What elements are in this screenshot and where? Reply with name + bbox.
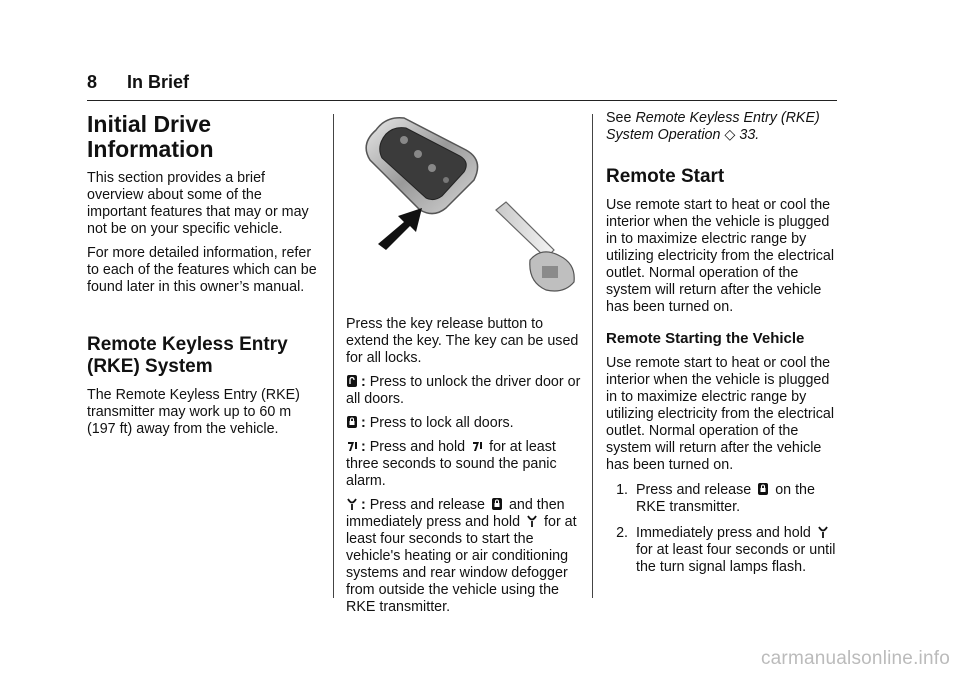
column-middle [346, 110, 586, 623]
column-left [87, 110, 319, 445]
key-fob-image [346, 110, 586, 302]
step-number: 2. [616, 525, 628, 541]
remote-start-icon [817, 525, 829, 539]
rke-paragraph: The Remote Keyless Entry (RKE) transmitter may work up to 60 m (197 ft) away from the vehicle. [87, 387, 300, 437]
lock-icon [757, 482, 769, 496]
site-watermark: carmanualsonline.info [760, 648, 950, 669]
intro-paragraph: This section provides a brief overview about some of the important features that may or may not be on your specific vehicle. [87, 170, 309, 237]
start-text-b: and then immediately press and hold [346, 497, 565, 530]
remote-start-paragraph: Use remote start to heat or cool the interior when the vehicle is plugged in to maximize electric range by utilizing electricity from the electrical outlet. Normal operation of the system will return after the vehicle has been turned on. [606, 197, 835, 315]
step2-text-b: for at least four seconds or until the turn signal lamps flash. [636, 542, 836, 575]
unlock-description: : Press to unlock the driver door or all doors. [346, 374, 581, 407]
step-number: 1. [616, 482, 628, 498]
panic-text-a: Press and hold [369, 439, 466, 455]
lock-icon [346, 415, 358, 429]
remote-starting-heading: Remote Starting the Vehicle [606, 330, 805, 347]
key-fob-illustration [346, 110, 586, 302]
start-text-c: for at least four seconds to start the vehicle's heating or air conditioning systems and rear window defogger from outside the vehicle using the RKE transmitter. [346, 514, 577, 615]
step2-text-a: Immediately press and hold [636, 525, 811, 541]
column-divider [592, 114, 593, 598]
remote-start-icon [526, 514, 538, 528]
list-item [606, 525, 842, 576]
see-reference [606, 110, 842, 144]
step1-text-b: on the RKE transmitter. [636, 482, 815, 515]
detail-paragraph: For more detailed information, refer to each of the features which can be found later in this owner’s manual. [87, 245, 317, 295]
lock-icon [491, 497, 503, 511]
steps-list [606, 482, 842, 576]
rke-heading: Remote Keyless Entry (RKE) System [87, 334, 288, 377]
panic-text-b: for at least three seconds to sound the panic alarm. [346, 439, 557, 489]
cross-reference-link[interactable]: Remote Keyless Entry (RKE) System Operation [606, 110, 820, 143]
list-item [606, 482, 842, 516]
column-right [606, 110, 842, 585]
remote-start-description: : Press and release and then immediately press and hold for at least four seconds to start the vehicle's heating or air conditioning systems and rear window defogger from outside the vehicle using the RKE transmitter. [346, 497, 577, 615]
section-title: In Brief [127, 72, 190, 92]
remote-starting-paragraph: Use remote start to heat or cool the interior when the vehicle is plugged in to maximize electric range by utilizing electricity from the electrical outlet. Normal operation of the system will return after the vehicle has been turned on. [606, 355, 835, 473]
column-divider [333, 114, 334, 598]
unlock-text: Press to unlock the driver door or all doors. [346, 374, 581, 407]
key-release-text: Press the key release button to extend the key. The key can be used for all locks. [346, 316, 579, 366]
remote-start-heading: Remote Start [606, 166, 725, 187]
page-header [87, 68, 837, 101]
page-number: 8 [87, 72, 98, 92]
section-heading: Initial Drive Information [87, 111, 214, 162]
unlock-icon [346, 374, 358, 388]
remote-start-icon [346, 497, 358, 511]
start-text-a: Press and release [369, 497, 485, 513]
reference-page: 33. [739, 127, 760, 143]
step1-text-a: Press and release [636, 482, 752, 498]
lock-text: Press to lock all doors. [369, 415, 514, 431]
see-prefix: See [606, 110, 632, 126]
page-ref-arrow-icon: ◇ [724, 127, 736, 143]
horn-panic-icon [471, 439, 483, 453]
horn-panic-icon [346, 439, 358, 453]
panic-description: : Press and hold for at least three seconds to sound the panic alarm. [346, 439, 557, 489]
lock-description: : Press to lock all doors. [346, 415, 586, 432]
